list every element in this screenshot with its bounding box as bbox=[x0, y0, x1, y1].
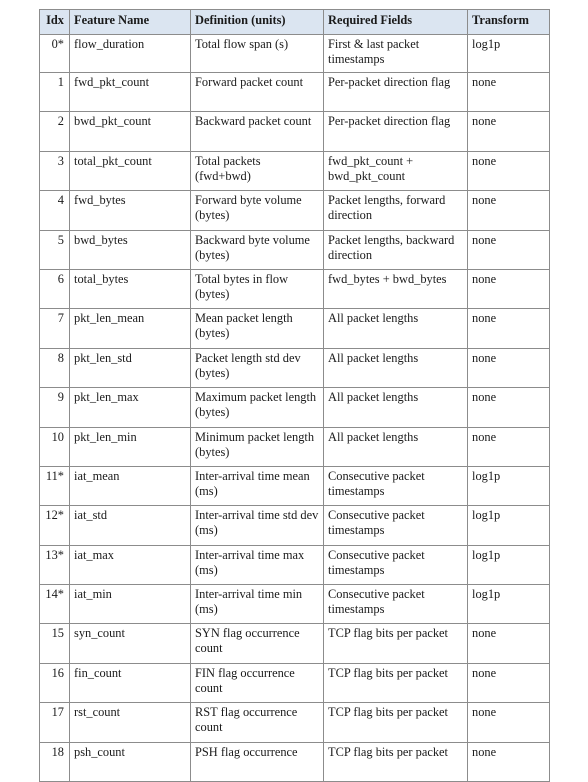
cell-required-fields: Consecutive packet timestamps bbox=[324, 545, 468, 584]
cell-definition: Backward byte volume (bytes) bbox=[191, 230, 324, 269]
cell-idx: 14* bbox=[40, 585, 70, 624]
cell-transform: none bbox=[468, 663, 550, 702]
cell-idx: 9 bbox=[40, 388, 70, 427]
cell-required-fields: Consecutive packet timestamps bbox=[324, 506, 468, 545]
table-row bbox=[40, 35, 550, 73]
cell-transform: none bbox=[468, 624, 550, 663]
cell-required-fields: All packet lengths bbox=[324, 388, 468, 427]
cell-transform: none bbox=[468, 348, 550, 387]
cell-required-fields: TCP flag bits per packet bbox=[324, 663, 468, 702]
cell-idx: 17 bbox=[40, 703, 70, 742]
cell-definition: Total flow span (s) bbox=[191, 35, 324, 73]
table-row bbox=[40, 427, 550, 466]
table-row bbox=[40, 506, 550, 545]
header-row bbox=[40, 10, 550, 35]
cell-transform: log1p bbox=[468, 545, 550, 584]
cell-required-fields: All packet lengths bbox=[324, 309, 468, 348]
cell-definition: Forward byte volume (bytes) bbox=[191, 191, 324, 230]
cell-feature-name: syn_count bbox=[70, 624, 191, 663]
cell-feature-name: iat_max bbox=[70, 545, 191, 584]
cell-feature-name: iat_std bbox=[70, 506, 191, 545]
table-row bbox=[40, 624, 550, 663]
cell-definition: Inter-arrival time std dev (ms) bbox=[191, 506, 324, 545]
cell-required-fields: TCP flag bits per packet bbox=[324, 624, 468, 663]
cell-feature-name: rst_count bbox=[70, 703, 191, 742]
table-row bbox=[40, 230, 550, 269]
cell-idx: 6 bbox=[40, 269, 70, 308]
cell-definition: Mean packet length (bytes) bbox=[191, 309, 324, 348]
cell-transform: none bbox=[468, 427, 550, 466]
cell-definition: SYN flag occurrence count bbox=[191, 624, 324, 663]
cell-transform: none bbox=[468, 112, 550, 151]
table-row bbox=[40, 309, 550, 348]
cell-idx: 16 bbox=[40, 663, 70, 702]
cell-feature-name: bwd_pkt_count bbox=[70, 112, 191, 151]
cell-idx: 15 bbox=[40, 624, 70, 663]
cell-required-fields: fwd_bytes + bwd_bytes bbox=[324, 269, 468, 308]
cell-transform: log1p bbox=[468, 466, 550, 505]
cell-feature-name: total_bytes bbox=[70, 269, 191, 308]
cell-feature-name: pkt_len_max bbox=[70, 388, 191, 427]
cell-transform: none bbox=[468, 742, 550, 781]
cell-idx: 7 bbox=[40, 309, 70, 348]
cell-definition: FIN flag occurrence count bbox=[191, 663, 324, 702]
table-row bbox=[40, 703, 550, 742]
cell-definition: Backward packet count bbox=[191, 112, 324, 151]
cell-transform: none bbox=[468, 151, 550, 190]
header-required-fields: Required Fields bbox=[324, 10, 468, 35]
table-row bbox=[40, 348, 550, 387]
cell-required-fields: All packet lengths bbox=[324, 348, 468, 387]
cell-feature-name: bwd_bytes bbox=[70, 230, 191, 269]
cell-idx: 10 bbox=[40, 427, 70, 466]
feature-table-header bbox=[40, 10, 550, 35]
cell-idx: 4 bbox=[40, 191, 70, 230]
table-row bbox=[40, 269, 550, 308]
table-row bbox=[40, 663, 550, 702]
feature-table-body bbox=[40, 35, 550, 782]
cell-definition: Maximum packet length (bytes) bbox=[191, 388, 324, 427]
cell-definition: Inter-arrival time max (ms) bbox=[191, 545, 324, 584]
cell-feature-name: pkt_len_min bbox=[70, 427, 191, 466]
cell-idx: 13* bbox=[40, 545, 70, 584]
table-row bbox=[40, 112, 550, 151]
cell-transform: log1p bbox=[468, 585, 550, 624]
cell-transform: none bbox=[468, 191, 550, 230]
cell-required-fields: Consecutive packet timestamps bbox=[324, 466, 468, 505]
cell-definition: Total bytes in flow (bytes) bbox=[191, 269, 324, 308]
cell-definition: Total packets (fwd+bwd) bbox=[191, 151, 324, 190]
cell-feature-name: pkt_len_mean bbox=[70, 309, 191, 348]
cell-required-fields: Packet lengths, forward direction bbox=[324, 191, 468, 230]
cell-idx: 8 bbox=[40, 348, 70, 387]
cell-feature-name: psh_count bbox=[70, 742, 191, 781]
cell-idx: 11* bbox=[40, 466, 70, 505]
cell-required-fields: fwd_pkt_count + bwd_pkt_count bbox=[324, 151, 468, 190]
cell-feature-name: fwd_pkt_count bbox=[70, 73, 191, 112]
header-feature-name: Feature Name bbox=[70, 10, 191, 35]
cell-feature-name: iat_min bbox=[70, 585, 191, 624]
cell-feature-name: fwd_bytes bbox=[70, 191, 191, 230]
cell-definition: Packet length std dev (bytes) bbox=[191, 348, 324, 387]
cell-definition: Forward packet count bbox=[191, 73, 324, 112]
cell-definition: Minimum packet length (bytes) bbox=[191, 427, 324, 466]
cell-definition: Inter-arrival time min (ms) bbox=[191, 585, 324, 624]
table-row bbox=[40, 585, 550, 624]
cell-definition: Inter-arrival time mean (ms) bbox=[191, 466, 324, 505]
cell-transform: none bbox=[468, 309, 550, 348]
cell-required-fields: First & last packet timestamps bbox=[324, 35, 468, 73]
table-row bbox=[40, 466, 550, 505]
cell-required-fields: Per-packet direction flag bbox=[324, 112, 468, 151]
header-idx: Idx bbox=[40, 10, 70, 35]
table-row bbox=[40, 73, 550, 112]
cell-definition: RST flag occurrence count bbox=[191, 703, 324, 742]
cell-required-fields: Packet lengths, backward direction bbox=[324, 230, 468, 269]
header-transform: Transform bbox=[468, 10, 550, 35]
cell-feature-name: pkt_len_std bbox=[70, 348, 191, 387]
table-row bbox=[40, 151, 550, 190]
cell-idx: 0* bbox=[40, 35, 70, 73]
cell-feature-name: flow_duration bbox=[70, 35, 191, 73]
cell-idx: 18 bbox=[40, 742, 70, 781]
cell-transform: none bbox=[468, 73, 550, 112]
cell-idx: 1 bbox=[40, 73, 70, 112]
table-row bbox=[40, 545, 550, 584]
table-row bbox=[40, 388, 550, 427]
cell-feature-name: iat_mean bbox=[70, 466, 191, 505]
cell-idx: 5 bbox=[40, 230, 70, 269]
cell-required-fields: TCP flag bits per packet bbox=[324, 742, 468, 781]
cell-transform: none bbox=[468, 703, 550, 742]
cell-transform: log1p bbox=[468, 506, 550, 545]
table-row bbox=[40, 191, 550, 230]
cell-required-fields: TCP flag bits per packet bbox=[324, 703, 468, 742]
cell-transform: none bbox=[468, 269, 550, 308]
cell-transform: none bbox=[468, 230, 550, 269]
cell-idx: 3 bbox=[40, 151, 70, 190]
cell-transform: none bbox=[468, 388, 550, 427]
feature-table bbox=[39, 9, 550, 782]
cell-definition: PSH flag occurrence bbox=[191, 742, 324, 781]
cell-required-fields: Per-packet direction flag bbox=[324, 73, 468, 112]
cell-feature-name: fin_count bbox=[70, 663, 191, 702]
header-definition: Definition (units) bbox=[191, 10, 324, 35]
cell-idx: 12* bbox=[40, 506, 70, 545]
table-row bbox=[40, 742, 550, 781]
cell-transform: log1p bbox=[468, 35, 550, 73]
cell-required-fields: Consecutive packet timestamps bbox=[324, 585, 468, 624]
cell-required-fields: All packet lengths bbox=[324, 427, 468, 466]
cell-feature-name: total_pkt_count bbox=[70, 151, 191, 190]
cell-idx: 2 bbox=[40, 112, 70, 151]
